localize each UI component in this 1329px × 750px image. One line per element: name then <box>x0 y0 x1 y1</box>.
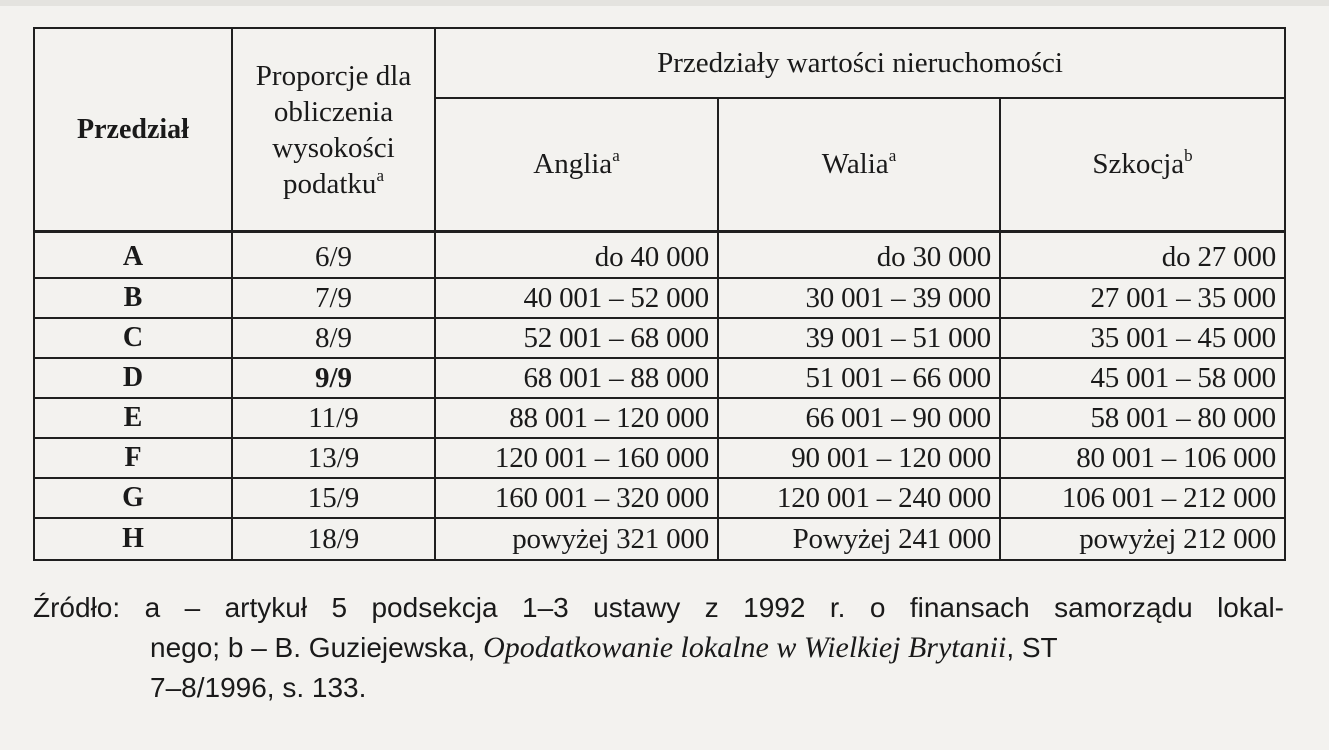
wales-cell: 39 001 – 51 000 <box>718 318 1000 358</box>
band-cell: F <box>34 438 232 478</box>
band-cell: C <box>34 318 232 358</box>
wales-cell: 30 001 – 39 000 <box>718 278 1000 318</box>
source-line-3: 7–8/1996, s. 133. <box>150 672 367 703</box>
band-cell: G <box>34 478 232 518</box>
header-scotland <box>1000 98 1285 232</box>
table-row <box>34 358 1285 398</box>
header-england-label: Anglia <box>533 148 613 180</box>
scan-edge <box>0 0 1329 6</box>
table-body <box>34 232 1285 561</box>
england-cell: 88 001 – 120 000 <box>435 398 718 438</box>
table-row <box>34 398 1285 438</box>
header-scotland-footnote: b <box>1184 146 1193 165</box>
england-cell: 52 001 – 68 000 <box>435 318 718 358</box>
header-scotland-label: Szkocja <box>1092 148 1185 180</box>
scotland-cell: 106 001 – 212 000 <box>1000 478 1285 518</box>
england-cell: 120 001 – 160 000 <box>435 438 718 478</box>
scotland-cell: 45 001 – 58 000 <box>1000 358 1285 398</box>
header-band <box>34 28 232 232</box>
source-line-2-post: , ST <box>1006 632 1058 663</box>
scotland-cell: 27 001 – 35 000 <box>1000 278 1285 318</box>
proportion-cell: 9/9 <box>232 358 435 398</box>
band-cell: D <box>34 358 232 398</box>
wales-cell: 51 001 – 66 000 <box>718 358 1000 398</box>
wales-cell: Powyżej 241 000 <box>718 518 1000 560</box>
england-cell: 68 001 – 88 000 <box>435 358 718 398</box>
source-book-title: Opodatkowanie lokalne w Wielkiej Brytanii <box>483 631 1007 664</box>
proportion-cell: 15/9 <box>232 478 435 518</box>
tax-bands-table-wrapper <box>33 27 1284 561</box>
proportion-cell: 13/9 <box>232 438 435 478</box>
scotland-cell: 80 001 – 106 000 <box>1000 438 1285 478</box>
source-note <box>33 588 1284 708</box>
scotland-cell: powyżej 212 000 <box>1000 518 1285 560</box>
source-line-2-pre: nego; b – B. Guziejewska, <box>150 632 484 663</box>
source-line-1: Źródło: a – artykuł 5 podsekcja 1–3 ustawy z 1992 r. o finansach samorządu lokal- <box>33 592 1284 623</box>
header-wales-footnote: a <box>888 146 897 165</box>
england-cell: 40 001 – 52 000 <box>435 278 718 318</box>
proportion-cell: 6/9 <box>232 232 435 279</box>
table-header <box>34 28 1285 232</box>
proportion-cell: 8/9 <box>232 318 435 358</box>
table-row <box>34 232 1285 279</box>
table-row <box>34 478 1285 518</box>
wales-cell: 66 001 – 90 000 <box>718 398 1000 438</box>
header-england-footnote: a <box>612 146 620 165</box>
wales-cell: do 30 000 <box>718 232 1000 279</box>
band-cell: B <box>34 278 232 318</box>
scotland-cell: 35 001 – 45 000 <box>1000 318 1285 358</box>
band-cell: H <box>34 518 232 560</box>
table-row <box>34 318 1285 358</box>
wales-cell: 90 001 – 120 000 <box>718 438 1000 478</box>
header-england <box>435 98 718 232</box>
table-row <box>34 278 1285 318</box>
table-row <box>34 438 1285 478</box>
band-cell: A <box>34 232 232 279</box>
header-proportion-label: Proporcje dla obliczenia wysokości podatku <box>255 59 412 200</box>
england-cell: powyżej 321 000 <box>435 518 718 560</box>
table-row <box>34 518 1285 560</box>
tax-bands-table <box>33 27 1286 561</box>
scotland-cell: 58 001 – 80 000 <box>1000 398 1285 438</box>
header-value-ranges-label: Przedziały wartości nieruchomości <box>657 46 1063 79</box>
header-band-label: Przedział <box>77 113 189 145</box>
band-cell: E <box>34 398 232 438</box>
header-value-ranges <box>435 28 1285 98</box>
header-wales <box>718 98 1000 232</box>
header-proportion-footnote: a <box>376 165 384 185</box>
proportion-cell: 11/9 <box>232 398 435 438</box>
wales-cell: 120 001 – 240 000 <box>718 478 1000 518</box>
header-proportion <box>232 28 435 232</box>
england-cell: do 40 000 <box>435 232 718 279</box>
proportion-cell: 18/9 <box>232 518 435 560</box>
england-cell: 160 001 – 320 000 <box>435 478 718 518</box>
source-line-2 <box>33 628 1284 668</box>
header-wales-label: Walia <box>821 148 889 180</box>
proportion-cell: 7/9 <box>232 278 435 318</box>
scotland-cell: do 27 000 <box>1000 232 1285 279</box>
